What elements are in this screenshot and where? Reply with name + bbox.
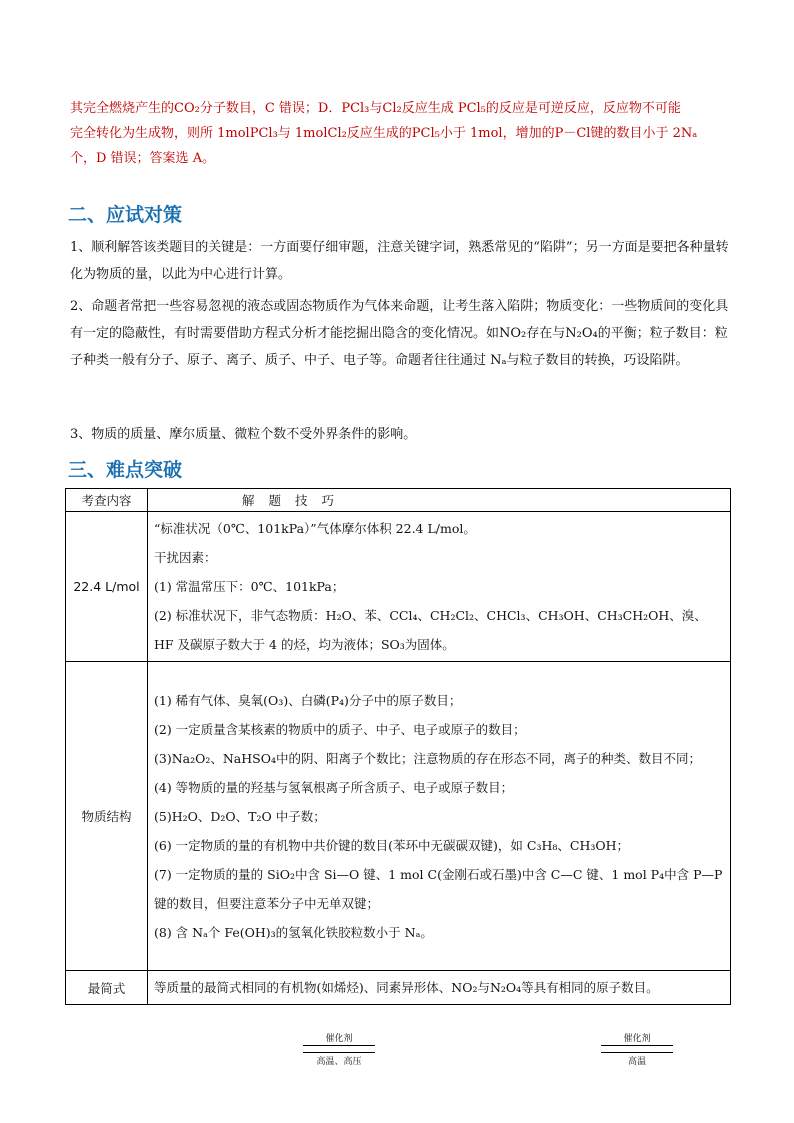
- list-item: (5)H₂O、D₂O、T₂O 中子数；: [154, 808, 326, 824]
- list-item: (7) 一定物质的量的 SiO₂中含 Si—O 键、1 mol C(金刚石或石墨)中含 C—C 键、1 mol P₄中含 P—P 键的数目，但要注意苯分子中无单双键；: [154, 866, 723, 911]
- section-heading-breakthrough: 三、难点突破: [68, 459, 183, 481]
- equilibrium-arrow-icon: [303, 1045, 375, 1053]
- list-item: 等质量的最简式相同的有机物(如烯烃)、同素异形体、NO₂与N₂O₄等具有相同的原子数目。: [154, 980, 659, 995]
- arrow-condition-label: 高温、高压: [316, 1057, 362, 1067]
- arrow-catalyst-label: 催化剂: [325, 1034, 353, 1044]
- row-label-empirical: 最简式: [66, 971, 148, 1005]
- intro-line-1: 其完全燃烧产生的CO₂分子数目，C 错误；D．PCl₃与Cl₂反应生成 PCl₅的反应是可逆反应，反应物不可能: [70, 101, 681, 116]
- arrow-condition-label: 高温: [627, 1057, 646, 1067]
- list-item: (2) 标准状况下，非气态物质：H₂O、苯、CCl₄、CH₂Cl₂、CHCl₃、CH₃OH、CH₃CH₂OH、溴、HF 及碳原子数大于 4 的烃，均为液体；SO₃为固体。: [154, 608, 707, 652]
- list-item: (2) 一定质量含某核素的物质中的质子、中子、电子或原子的数目；: [154, 721, 526, 737]
- equilibrium-arrow-icon: [601, 1045, 673, 1053]
- table-row: [66, 971, 731, 1005]
- intro-line-3: 个，D 错误；答案选 A。: [70, 151, 216, 166]
- list-item: (8) 含 Nₐ个 Fe(OH)₃的氢氧化铁胶粒数小于 Nₐ。: [154, 924, 433, 940]
- reaction-arrow-high-pressure: [303, 1031, 375, 1067]
- row-content-molar-volume: [148, 512, 731, 662]
- row-label-molar-volume: 22.4 L/mol: [66, 512, 148, 662]
- intro-paragraph: [70, 96, 730, 171]
- list-item: (6) 一定物质的量的有机物中共价键的数目(苯环中无碳碳双键)，如 C₃H₈、CH₃OH；: [154, 837, 630, 853]
- header-content-type: 考查内容: [66, 489, 148, 512]
- row-label-structure: 物质结构: [66, 662, 148, 971]
- tips-table: [65, 488, 731, 1005]
- arrow-catalyst-label: 催化剂: [623, 1034, 651, 1044]
- reaction-arrow-high-temp: [601, 1031, 673, 1067]
- table-row: [66, 662, 731, 971]
- strategy-paragraph-2: 2、命题者常把一些容易忽视的液态或固态物质作为气体来命题，让考生落入陷阱；物质变化：一些物质间的变化具有一定的隐蔽性，有时需要借助方程式分析才能挖掘出隐含的变化情况。如NO₂存在与N₂O₄的平衡；粒子数目：粒子种类一般有分子、原子、离子、质子、中子、电子等。命题者往往通过 Nₐ与粒子数目的转换，巧设陷阱。: [70, 299, 729, 368]
- intro-line-2: 完全转化为生成物，则所 1molPCl₃与 1molCl₂反应生成的PCl₅小于 1mol，增加的P－Cl键的数目小于 2Nₐ: [70, 126, 698, 141]
- list-item: (1) 常温常压下：0℃、101kPa；: [154, 579, 345, 594]
- strategy-paragraph-3: 3、物质的质量、摩尔质量、微粒个数不受外界条件的影响。: [70, 427, 417, 442]
- list-item: (1) 稀有气体、臭氧(O₃)、白磷(P₄)分子中的原子数目；: [154, 692, 462, 708]
- list-item: (4) 等物质的量的羟基与氢氧根离子所含质子、电子或原子数目；: [154, 779, 514, 795]
- list-item: (3)Na₂O₂、NaHSO₄中的阴、阳离子个数比；注意物质的存在形态不同，离子的种类、数目不同；: [154, 750, 701, 766]
- strategy-paragraph-1: 1、顺利解答该类题目的关键是：一方面要仔细审题，注意关键字词，熟悉常见的“陷阱”；另一方面是要把各种量转化为物质的量，以此为中心进行计算。: [70, 240, 729, 282]
- section-heading-strategy: 二、应试对策: [68, 204, 183, 226]
- table-row: [66, 512, 731, 662]
- header-technique: 解题技巧: [148, 489, 731, 512]
- list-item: “标准状况（0℃、101kPa）”气体摩尔体积 22.4 L/mol。: [154, 521, 476, 536]
- list-item: 干扰因素：: [154, 550, 217, 565]
- table-header-row: [66, 489, 731, 512]
- row-content-empirical: [148, 971, 731, 1005]
- row-content-structure: [148, 662, 731, 971]
